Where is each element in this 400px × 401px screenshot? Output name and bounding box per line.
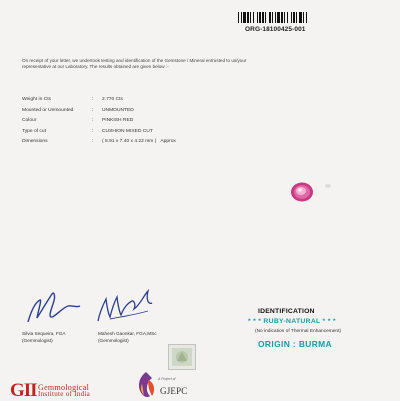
detail-value [102, 118, 133, 123]
detail-separator: : [92, 128, 94, 134]
barcode-bar [241, 12, 242, 23]
detail-value-text: ( 8.91 x 7.40 x 4.22 mm ) [102, 139, 157, 144]
intro-text: On receipt of your letter, we undertook testing and identification of the Gemstone / Mineral entrusted to us/your representative at our Laboratory. The results obtained are given below :- [22, 58, 247, 69]
detail-label: Type of cut [22, 128, 46, 134]
detail-value-text: PINKISH RED [102, 118, 134, 123]
detail-separator: : [92, 139, 94, 144]
barcode-bar [243, 12, 246, 23]
identification-result: * * * RUBY-NATURAL * * * [248, 318, 336, 325]
barcode-bar [238, 12, 239, 23]
barcode-bar [259, 12, 261, 23]
detail-value-text: CUSHION MIXED CUT [102, 128, 153, 134]
detail-value [102, 108, 134, 113]
barcode-bar [257, 12, 258, 23]
hologram-seal [168, 344, 196, 370]
signatory-1 [22, 330, 66, 344]
detail-value-text: UNMOUNTED [102, 107, 134, 113]
detail-value-text: 2.770 Cts [102, 97, 123, 102]
barcode-bar [296, 12, 297, 23]
gjepc-logo-mark [134, 370, 158, 400]
barcode-bar [277, 12, 280, 23]
barcode-bar [265, 12, 266, 23]
gemstone-photo [282, 172, 336, 214]
detail-value-extra: Approx [160, 139, 176, 144]
barcode-bar [303, 12, 304, 23]
signature-silvia [22, 288, 82, 328]
detail-label: Mounted or Unmounted [22, 107, 74, 113]
gii-name-line2: Institute of India [38, 390, 91, 398]
signatory-2 [98, 330, 157, 344]
detail-value [102, 97, 123, 102]
barcode-bar [291, 12, 292, 23]
barcode-bar [269, 12, 271, 23]
identification-note: (No indication of Thermal Enhancement) [255, 329, 342, 334]
barcode-bar [247, 12, 249, 23]
barcode-bar [299, 12, 302, 23]
barcode-bar [287, 12, 288, 23]
barcode-bar [250, 12, 251, 23]
gii-name-line1: Gemmological [38, 383, 90, 392]
barcode-bar [284, 12, 285, 23]
detail-separator: : [92, 118, 94, 123]
signatory-role: (Gemmologist) [22, 338, 53, 343]
identification-origin: ORIGIN : BURMA [258, 339, 332, 349]
barcode-bar [293, 12, 295, 23]
barcode-bar [281, 12, 283, 23]
barcode-bar [272, 12, 273, 23]
detail-label: Colour [22, 118, 37, 123]
detail-value [102, 139, 176, 144]
detail-value [102, 129, 153, 134]
signatory-name: Mahesh Gaonkar, FGA,MSc [98, 331, 157, 336]
detail-label: Weight in Cts [22, 97, 51, 102]
barcode-bar [253, 12, 254, 23]
detail-separator: : [92, 97, 94, 102]
barcode-bar [306, 12, 307, 23]
barcode [238, 12, 328, 23]
gjepc-project-note: A Project of [158, 377, 176, 381]
signatory-name: Silvia Sequeira, FGA [22, 331, 66, 336]
barcode-bar [275, 12, 276, 23]
gii-name [38, 384, 90, 398]
detail-separator: : [92, 107, 94, 113]
certificate-number: ORG-18100425-001 [245, 26, 306, 33]
gii-logo: GII [10, 380, 37, 401]
signatory-role: (Gemmologist) [98, 338, 129, 343]
signature-mahesh [90, 283, 156, 325]
gjepc-name: GJEPC [160, 386, 188, 396]
identification-title: IDENTIFICATION [258, 308, 315, 315]
barcode-bar [262, 12, 264, 23]
detail-label: Dimensions [22, 139, 48, 144]
